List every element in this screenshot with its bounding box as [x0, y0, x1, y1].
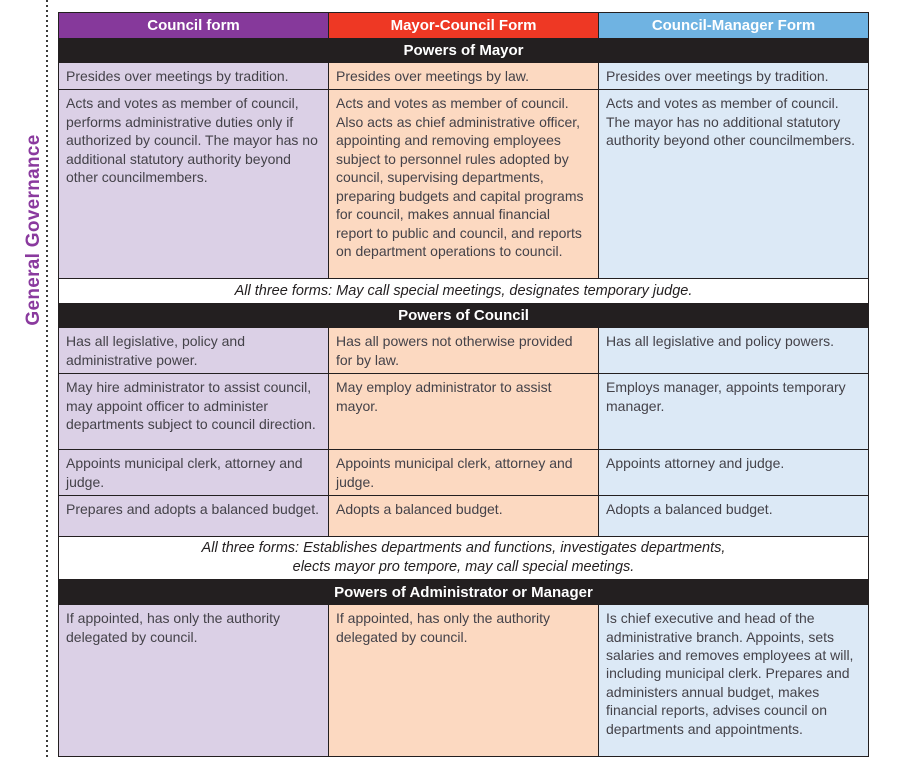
- section-side-label: General Governance: [23, 134, 44, 326]
- table-cell: Presides over meetings by tradition.: [59, 63, 329, 90]
- note-row: [59, 537, 869, 580]
- column-header-council-manager-form: Council-Manager Form: [599, 13, 869, 39]
- table-cell: May employ administrator to assist mayor.: [329, 374, 599, 450]
- section-title-powers-of-administrator-or-manager: Powers of Administrator or Manager: [59, 580, 869, 605]
- table-cell: Adopts a balanced budget.: [329, 496, 599, 537]
- table-cell: If appointed, has only the authority delegated by council.: [329, 605, 599, 757]
- note-line: elects mayor pro tempore, may call special meetings.: [292, 559, 635, 576]
- section-banner-row: [59, 304, 869, 328]
- all-three-forms-note: [59, 537, 869, 580]
- table-cell: Presides over meetings by tradition.: [599, 63, 869, 90]
- table-cell: Has all legislative, policy and administrative power.: [59, 328, 329, 374]
- table-cell: May hire administrator to assist council, may appoint officer to administer departments subject to council direction.: [59, 374, 329, 450]
- table-row: [59, 450, 869, 496]
- table-cell: Prepares and adopts a balanced budget.: [59, 496, 329, 537]
- table-cell: Employs manager, appoints temporary manager.: [599, 374, 869, 450]
- table-cell: Acts and votes as member of council, performs administrative duties only if authorized by council. The mayor has no additional statutory authority beyond other councilmembers.: [59, 90, 329, 279]
- table-row: [59, 63, 869, 90]
- all-three-forms-note: [59, 279, 869, 304]
- note-row: [59, 279, 869, 304]
- table-cell: Acts and votes as member of council. The mayor has no additional statutory authority beyond other councilmembers.: [599, 90, 869, 279]
- table-row: [59, 90, 869, 279]
- margin-dotted-rule: [46, 0, 48, 760]
- table-row: [59, 328, 869, 374]
- header-row: [59, 13, 869, 39]
- note-line: All three forms: Establishes departments and functions, investigates departments,: [201, 540, 726, 557]
- note-line: All three forms: May call special meetings, designates temporary judge.: [234, 283, 693, 300]
- table-row: [59, 605, 869, 757]
- table-cell: Is chief executive and head of the administrative branch. Appoints, sets salaries and removes employees at will, including municipal clerk. Prepares and administers annual budget, makes financial reports, advises council on departments and appointments.: [599, 605, 869, 757]
- table-cell: If appointed, has only the authority delegated by council.: [59, 605, 329, 757]
- table-cell: Adopts a balanced budget.: [599, 496, 869, 537]
- table-cell: Has all legislative and policy powers.: [599, 328, 869, 374]
- section-title-powers-of-mayor: Powers of Mayor: [59, 39, 869, 63]
- table-cell: Appoints attorney and judge.: [599, 450, 869, 496]
- table-row: [59, 374, 869, 450]
- table-cell: Appoints municipal clerk, attorney and judge.: [329, 450, 599, 496]
- table-cell: Acts and votes as member of council. Also acts as chief administrative officer, appointing and removing employees subject to personnel rules adopted by council, supervising departments, preparing budgets and capital programs for council, makes annual financial report to public and council, and reports on department operations to council.: [329, 90, 599, 279]
- table-row: [59, 496, 869, 537]
- government-forms-table: [58, 12, 869, 757]
- table-cell: Presides over meetings by law.: [329, 63, 599, 90]
- section-title-powers-of-council: Powers of Council: [59, 304, 869, 328]
- column-header-council-form: Council form: [59, 13, 329, 39]
- section-banner-row: [59, 39, 869, 63]
- section-banner-row: [59, 580, 869, 605]
- column-header-mayor-council-form: Mayor-Council Form: [329, 13, 599, 39]
- table-cell: Appoints municipal clerk, attorney and judge.: [59, 450, 329, 496]
- table-cell: Has all powers not otherwise provided for by law.: [329, 328, 599, 374]
